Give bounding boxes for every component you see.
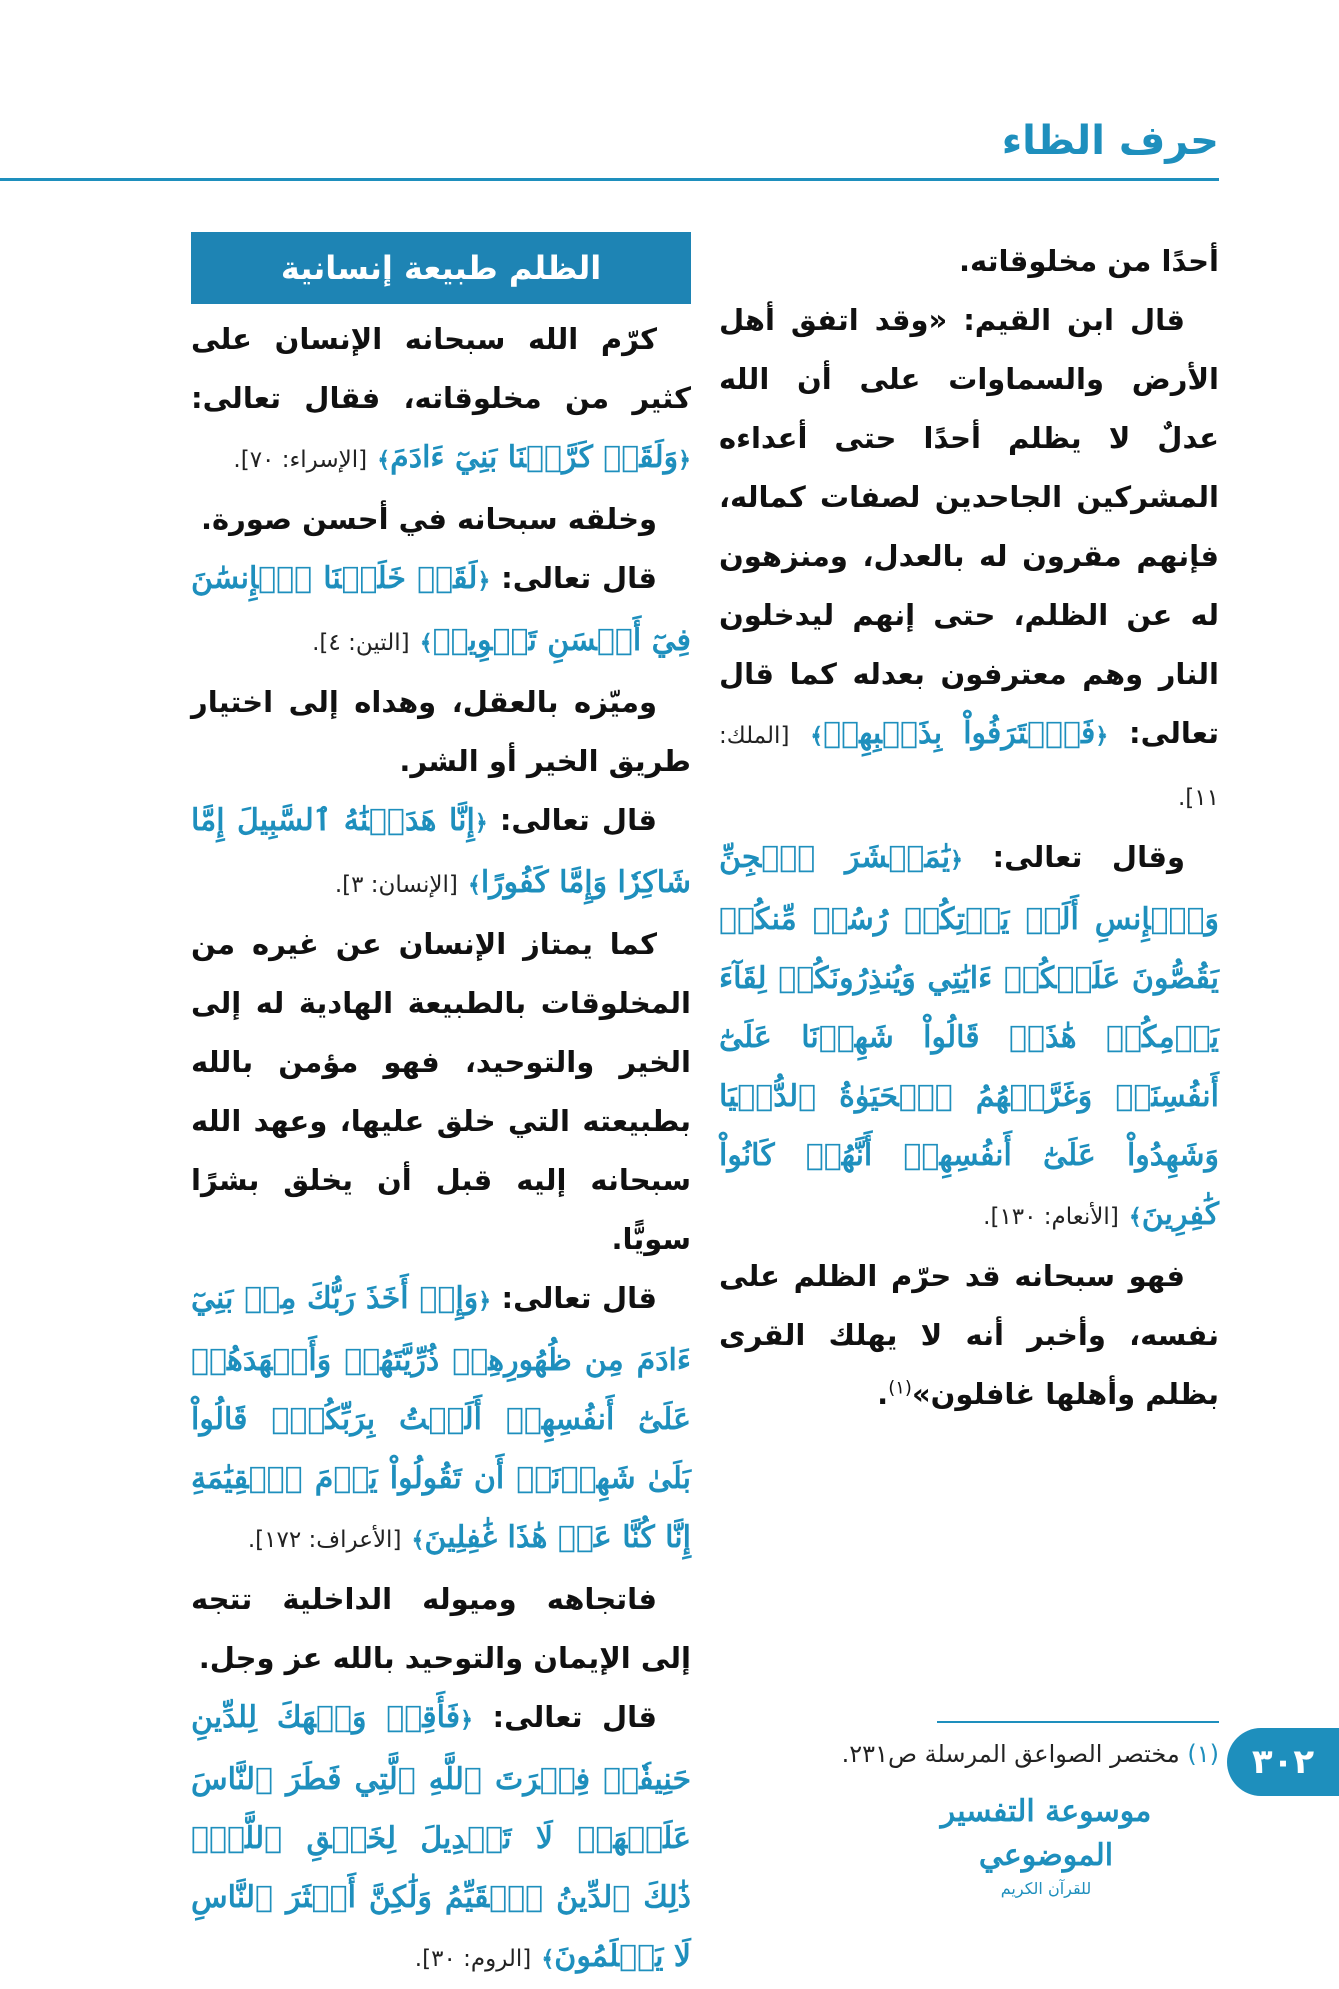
paragraph [719, 291, 1219, 828]
brace-close: ﴾ [541, 1946, 555, 1972]
brace-open: ﴿ [477, 568, 491, 594]
page-header-title: حرف الظاء [1001, 118, 1219, 164]
paragraph: أحدًا من مخلوقاته. [958, 244, 1219, 278]
verse-reference: [الأنعام: ١٣٠]. [983, 1204, 1119, 1230]
brace-close: ﴾ [1128, 1204, 1142, 1230]
quran-verse [377, 440, 691, 475]
verse-reference: [الملك: ١١]. [719, 723, 1219, 811]
paragraph-text: فهو سبحانه قد حرّم الظلم على نفسه، وأخبر أنه لا يهلك القرى بظلم وأهلها غافلون» [719, 1259, 1219, 1411]
paragraph: وخلقه سبحانه في أحسن صورة. [200, 502, 657, 536]
paragraph-text: قال ابن القيم: «وقد اتفق أهل الأرض والسماوات على أن الله عدلٌ لا يظلم أحدًا حتى أعداءه المشركين الجاحدين لصفات كماله، فإنهم مقرون له بالعدل، ومنزهون له عن الظلم، حتى إنهم ليدخلون النار وهم معترفون بعدله كما قال تعالى: [719, 303, 1219, 750]
verse-text: فَأَقِمۡ وَجۡهَكَ لِلدِّينِ حَنِيفٗاۚ فِطۡرَتَ ٱللَّهِ ٱلَّتِي فَطَرَ ٱلنَّاسَ عَلَيۡهَاۚ لَا تَبۡدِيلَ لِخَلۡقِ ٱللَّهِۚ ذَٰلِكَ ٱلدِّينُ ٱلۡقَيِّمُ وَلَٰكِنَّ أَكۡثَرَ ٱلنَّاسِ لَا يَعۡلَمُونَ [191, 1700, 691, 1974]
verse-text: إِنَّا هَدَيۡنَٰهُ ٱلسَّبِيلَ إِمَّا شَاكِرٗا وَإِمَّا كَفُورًا [191, 803, 691, 900]
brace-open: ﴿ [460, 1707, 473, 1733]
paragraph [191, 791, 691, 915]
brace-close: ﴾ [419, 630, 433, 656]
verse-reference: [التين: ٤]. [312, 630, 410, 656]
paragraph [191, 1688, 691, 1989]
paragraph-text: قال تعالى: [499, 803, 657, 837]
paragraph-text: قال تعالى: [501, 561, 657, 595]
quran-verse [810, 716, 1108, 751]
paragraph [191, 1269, 691, 1570]
logo-main-text: موسوعة التفسير الموضوعي [940, 1794, 1152, 1873]
verse-text: يَٰمَعۡشَرَ ٱلۡجِنِّ وَٱلۡإِنسِ أَلَمۡ يَأۡتِكُمۡ رُسُلٞ مِّنكُمۡ يَقُصُّونَ عَلَيۡكُمۡ ءَايَٰتِي وَيُنذِرُونَكُمۡ لِقَآءَ يَوۡمِكُمۡ هَٰذَاۚ قَالُواْ شَهِدۡنَا عَلَىٰٓ أَنفُسِنَاۖ وَغَرَّتۡهُمُ ٱلۡحَيَوٰةُ ٱلدُّنۡيَا وَشَهِدُواْ عَلَىٰٓ أَنفُسِهِمۡ أَنَّهُمۡ كَانُواْ كَٰفِرِينَ [719, 840, 1219, 1232]
logo-sub-text: للقرآن الكريم [1000, 1879, 1092, 1898]
left-column [191, 232, 691, 1989]
encyclopedia-logo [905, 1790, 1187, 1898]
verse-text: فَٱعۡتَرَفُواْ بِذَنۢبِهِمۡ [823, 716, 1096, 751]
quran-verse [191, 1281, 691, 1555]
paragraph-end: . [877, 1377, 889, 1411]
footnote [599, 1740, 1219, 1768]
verse-reference: [الروم: ٣٠]. [414, 1946, 532, 1972]
brace-close: ﴾ [411, 1527, 425, 1553]
header-divider [0, 178, 1219, 181]
page-number: ٣٠٢ [1227, 1728, 1339, 1796]
brace-close: ﴾ [377, 447, 391, 473]
paragraph: كما يمتاز الإنسان عن غيره من المخلوقات بالطبيعة الهادية له إلى الخير والتوحيد، فهو مؤمن بالله بطبيعته التي خلق عليها، وعهد الله سبحانه إليه قبل أن يخلق بشرًا سويًّا. [191, 927, 691, 1256]
brace-open: ﴿ [678, 447, 691, 473]
paragraph-text: قال تعالى: [501, 1281, 657, 1315]
footnote-text: مختصر الصواعق المرسلة ص٢٣١. [841, 1740, 1180, 1768]
brace-open: ﴿ [474, 810, 488, 836]
footnote-divider [937, 1721, 1219, 1723]
paragraph [719, 828, 1219, 1247]
paragraph [191, 549, 691, 673]
verse-reference: [الأعراف: ١٧٢]. [247, 1527, 402, 1553]
brace-close: ﴾ [810, 723, 824, 749]
paragraph: فاتجاهه وميوله الداخلية تتجه إلى الإيمان والتوحيد بالله عز وجل. [191, 1582, 691, 1675]
paragraph-text: كرّم الله سبحانه الإنسان على كثير من مخلوقاته، فقال تعالى: [191, 322, 691, 415]
paragraph [191, 310, 691, 490]
footnote-number: (١) [1187, 1740, 1219, 1768]
footnote-marker[interactable]: (١) [888, 1377, 912, 1399]
paragraph-text: قال تعالى: [492, 1700, 657, 1734]
verse-text: وَإِذۡ أَخَذَ رَبُّكَ مِنۢ بَنِيٓ ءَادَمَ مِن ظُهُورِهِمۡ ذُرِّيَّتَهُمۡ وَأَشۡهَدَهُمۡ عَلَىٰٓ أَنفُسِهِمۡ أَلَسۡتُ بِرَبِّكُمۡۖ قَالُواْ بَلَىٰ شَهِدۡنَآۚ أَن تَقُولُواْ يَوۡمَ ٱلۡقِيَٰمَةِ إِنَّا كُنَّا عَنۡ هَٰذَا غَٰفِلِينَ [191, 1281, 691, 1555]
paragraph [719, 1247, 1219, 1424]
paragraph-text: وقال تعالى: [992, 840, 1186, 874]
right-column [719, 232, 1219, 1424]
section-title: الظلم طبيعة إنسانية [191, 232, 691, 304]
brace-open: ﴿ [1095, 723, 1109, 749]
paragraph: وميّزه بالعقل، وهداه إلى اختيار طريق الخير أو الشر. [191, 685, 691, 778]
verse-text: لَقَدۡ خَلَقۡنَا ٱلۡإِنسَٰنَ فِيٓ أَحۡسَنِ تَقۡوِيمٖ [191, 561, 691, 658]
brace-open: ﴿ [950, 847, 963, 873]
brace-close: ﴾ [467, 872, 481, 898]
verse-reference: [الإسراء: ٧٠]. [233, 447, 368, 473]
brace-open: ﴿ [478, 1288, 492, 1314]
quran-verse [719, 840, 1219, 1232]
verse-reference: [الإنسان: ٣]. [334, 872, 458, 898]
verse-text: وَلَقَدۡ كَرَّمۡنَا بَنِيٓ ءَادَمَ [390, 440, 679, 475]
